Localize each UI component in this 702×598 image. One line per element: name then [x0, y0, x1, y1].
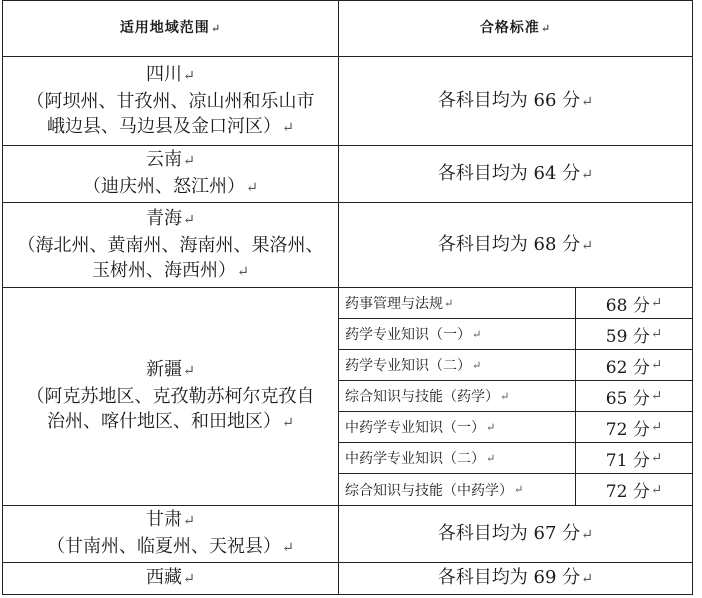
paragraph-mark: ↵	[540, 21, 552, 35]
paragraph-mark: ↵	[281, 119, 295, 136]
paragraph-mark: ↵	[581, 93, 594, 110]
header-standard-label: 合格标准	[479, 20, 540, 36]
subject-name: 综合知识与技能（中药学） ↵	[345, 482, 524, 499]
paragraph-mark: ↵	[182, 571, 196, 587]
subject-score: 72 分 ↵	[605, 481, 663, 502]
region-detail-line: （迪庆州、怒江州）	[82, 176, 245, 197]
subject-score: 71 分 ↵	[605, 450, 663, 471]
region-yunnan	[3, 146, 338, 202]
region-detail-line: （甘南州、临夏州、天祝县）	[46, 536, 281, 557]
region-detail-line: （阿坝州、甘孜州、凉山州和乐山市	[26, 90, 315, 112]
paragraph-mark: ↵	[182, 513, 196, 529]
paragraph-mark: ↵	[650, 481, 663, 498]
standard-text: 各科目均为 69 分	[437, 567, 581, 588]
subject-score: 59 分 ↵	[605, 326, 663, 347]
region-detail-line: （海北州、黄南州、海南州、果洛州、	[17, 234, 324, 256]
region-name: 青海	[145, 207, 182, 229]
paragraph-mark: ↵	[236, 263, 250, 280]
region-detail-line: 治州、喀什地区、和田地区）	[46, 411, 281, 432]
paragraph-mark: ↵	[500, 389, 510, 403]
region-name: 西藏	[145, 567, 182, 588]
subject-score: 65 分 ↵	[605, 388, 663, 409]
paragraph-mark: ↵	[650, 388, 663, 404]
region-name: 新疆	[145, 359, 182, 380]
paragraph-mark: ↵	[581, 526, 594, 543]
paragraph-mark: ↵	[650, 357, 663, 373]
paragraph-mark: ↵	[581, 571, 594, 587]
region-name: 四川	[145, 63, 182, 85]
region-name: 甘肃	[145, 509, 182, 530]
paragraph-mark: ↵	[581, 166, 594, 183]
standard-text: 各科目均为 67 分	[437, 522, 581, 544]
paragraph-mark: ↵	[281, 540, 295, 556]
header-standard	[339, 1, 692, 56]
subject-score: 72 分 ↵	[605, 419, 663, 440]
standard-xizang	[339, 563, 692, 594]
paragraph-mark: ↵	[650, 419, 663, 435]
region-detail-line: 峨边县、马边县及金口河区）	[46, 115, 281, 137]
region-xinjiang	[3, 288, 338, 505]
region-detail-line: 玉树州、海西州）	[91, 259, 236, 281]
paragraph-mark: ↵	[182, 363, 196, 379]
region-qinghai	[3, 203, 338, 287]
standard-qinghai	[339, 203, 692, 287]
standard-text: 各科目均为 66 分	[437, 89, 581, 111]
paragraph-mark: ↵	[472, 358, 482, 372]
subject-name: 药学专业知识（一） ↵	[345, 327, 482, 343]
subject-name: 药学专业知识（二） ↵	[345, 358, 482, 374]
subject-score: 62 分 ↵	[605, 357, 663, 378]
paragraph-mark: ↵	[210, 21, 222, 35]
subject-name: 中药学专业知识（二） ↵	[345, 451, 496, 467]
subject-score: 68 分 ↵	[605, 295, 663, 316]
standard-text: 各科目均为 68 分	[437, 233, 581, 255]
paragraph-mark: ↵	[182, 211, 196, 228]
paragraph-mark: ↵	[182, 153, 196, 169]
paragraph-mark: ↵	[514, 483, 524, 496]
paragraph-mark: ↵	[650, 326, 663, 342]
standard-sichuan	[339, 57, 692, 145]
region-xizang	[3, 563, 338, 594]
paragraph-mark: ↵	[182, 67, 196, 84]
region-sichuan	[3, 57, 338, 145]
paragraph-mark: ↵	[444, 296, 454, 310]
paragraph-mark: ↵	[486, 420, 496, 434]
paragraph-mark: ↵	[281, 415, 295, 431]
region-detail-line: （阿克苏地区、克孜勒苏柯尔克孜自	[26, 386, 315, 407]
region-name: 云南	[145, 149, 182, 170]
standard-text: 各科目均为 64 分	[437, 162, 581, 184]
subject-name: 药事管理与法规 ↵	[345, 296, 454, 312]
region-gansu	[3, 506, 338, 562]
subject-name: 综合知识与技能（药学） ↵	[345, 389, 510, 405]
subject-name: 中药学专业知识（一） ↵	[345, 420, 496, 436]
paragraph-mark: ↵	[472, 327, 482, 341]
standard-gansu	[339, 506, 692, 562]
header-region-label: 适用地域范围	[119, 20, 210, 36]
standard-yunnan	[339, 146, 692, 202]
paragraph-mark: ↵	[581, 237, 594, 254]
paragraph-mark: ↵	[486, 451, 496, 465]
paragraph-mark: ↵	[650, 450, 663, 466]
header-region	[3, 1, 338, 56]
paragraph-mark: ↵	[650, 295, 663, 311]
paragraph-mark: ↵	[245, 180, 259, 196]
